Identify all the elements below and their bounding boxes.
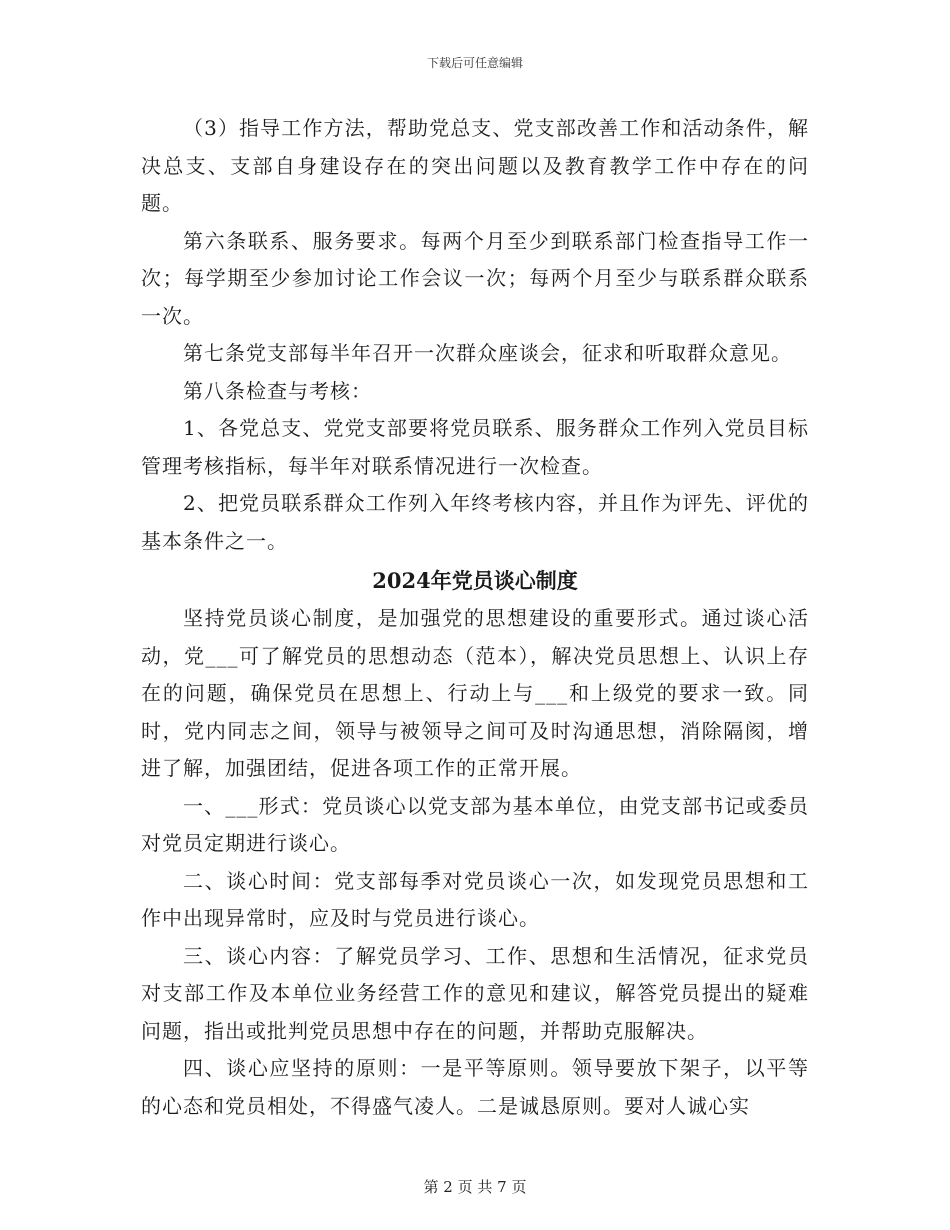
paragraph: 二、谈心时间：党支部每季对党员谈心一次，如发现党员思想和工作中出现异常时，应及时与党员进行谈心。 — [141, 868, 809, 930]
paragraph: 第八条检查与考核： — [183, 378, 372, 403]
paragraph: 一、___形式：党员谈心以党支部为基本单位，由党支部书记或委员对党员定期进行谈心。 — [141, 793, 809, 855]
page-footer: 第 2 页 共 7 页 — [423, 1178, 527, 1196]
paragraph: 1、各党总支、党党支部要将党员联系、服务群众工作列入党员目标管理考核指标，每半年对联系情况进行一次检查。 — [141, 416, 809, 478]
paragraph: 坚持党员谈心制度，是加强党的思想建设的重要形式。通过谈心活动，党___可了解党员的思想动态（范本），解决党员思想上、认识上存在的问题，确保党员在思想上、行动上与___和上级党的要求一致。同时，党内同志之间，领导与被领导之间可及时沟通思想，消除隔阂，增进了解，加强团结，促进各项工作的正常开展。 — [141, 606, 809, 780]
document-body — [141, 110, 809, 1125]
paragraph: 第六条联系、服务要求。每两个月至少到联系部门检查指导工作一次；每学期至少参加讨论工作会议一次；每两个月至少与联系群众联系一次。 — [141, 228, 809, 328]
paragraph: （3）指导工作方法，帮助党总支、党支部改善工作和活动条件，解决总支、支部自身建设存在的突出问题以及教育教学工作中存在的问题。 — [141, 116, 809, 215]
paragraph: 2、把党员联系群众工作列入年终考核内容，并且作为评先、评优的基本条件之一。 — [141, 491, 809, 553]
section-title: 2024年党员谈心制度 — [372, 568, 578, 593]
page-header: 下载后可任意编辑 — [426, 56, 523, 70]
paragraph: 三、谈心内容：了解党员学习、工作、思想和生活情况，征求党员对支部工作及本单位业务经营工作的意见和建议，解答党员提出的疑难问题，指出或批判党员思想中存在的问题，并帮助克服解决。 — [141, 943, 809, 1043]
paragraph: 四、谈心应坚持的原则：一是平等原则。领导要放下架子，以平等的心态和党员相处，不得盛气凌人。二是诚恳原则。要对人诚心实 — [141, 1056, 809, 1118]
paragraph: 第七条党支部每半年召开一次群众座谈会，征求和听取群众意见。 — [183, 341, 792, 365]
